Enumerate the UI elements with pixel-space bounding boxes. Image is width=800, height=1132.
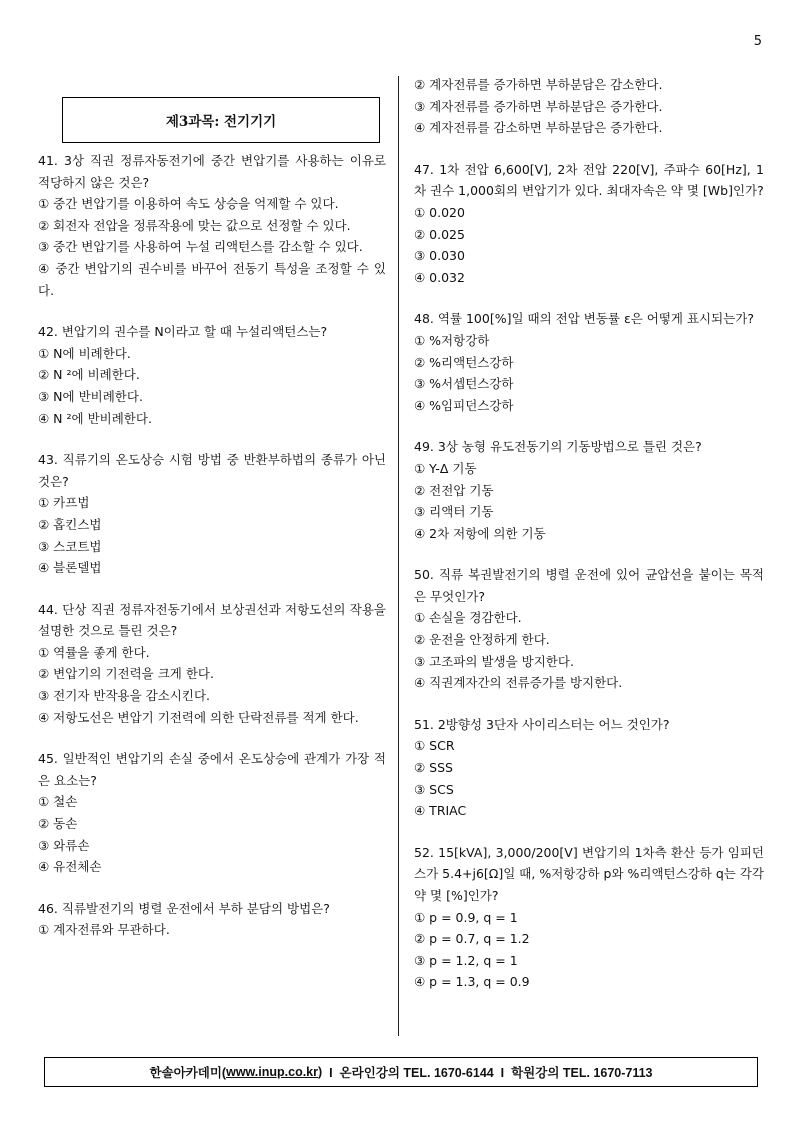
answer-option[interactable]: ③ SCS: [414, 781, 454, 797]
answer-option[interactable]: ① %저항강하: [414, 332, 490, 348]
answer-option[interactable]: ① 중간 변압기를 이용하여 속도 상승을 억제할 수 있다.: [38, 196, 339, 212]
question-stem: 42. 변압기의 권수를 N이라고 할 때 누설리액턴스는?: [38, 324, 328, 340]
subject-title: 제3과목: 전기기기: [165, 114, 277, 130]
answer-option[interactable]: ④ 중간 변압기의 권수비를 바꾸어 전동기 특성을 조정할 수 있다.: [38, 260, 386, 298]
question-item: [414, 714, 764, 822]
question-stem: 45. 일반적인 변압기의 손실 중에서 온도상승에 관계가 가장 적은 요소는?: [38, 751, 386, 788]
answer-option[interactable]: ① 계자전류와 무관하다.: [38, 922, 170, 938]
answer-option[interactable]: ③ 고조파의 발생을 방지한다.: [414, 653, 574, 669]
left-column: [38, 150, 386, 961]
question-item: [38, 599, 386, 729]
answer-option[interactable]: ③ %서셉턴스강하: [414, 376, 514, 392]
answer-option[interactable]: ② 변압기의 기전력을 크게 한다.: [38, 666, 214, 682]
answer-option[interactable]: ② 운전을 안정하게 한다.: [414, 632, 550, 648]
answer-option[interactable]: ④ p = 1.3, q = 0.9: [414, 974, 530, 990]
answer-option[interactable]: ③ 스코트법: [38, 538, 102, 554]
question-stem: 43. 직류기의 온도상승 시험 방법 중 반환부하법의 종류가 아닌 것은?: [38, 452, 386, 489]
footer-url-link[interactable]: www.inup.co.kr: [226, 1065, 319, 1079]
answer-option[interactable]: ② N ²에 비례한다.: [38, 367, 140, 383]
footer-close-paren: ): [318, 1065, 323, 1079]
answer-option[interactable]: ③ 중간 변압기를 사용하여 누설 리액턴스를 감소할 수 있다.: [38, 239, 363, 255]
question-item: [38, 748, 386, 878]
answer-option[interactable]: ① 0.020: [414, 204, 465, 220]
answer-option[interactable]: ④ 0.032: [414, 269, 465, 285]
answer-option[interactable]: ② 계자전류를 증가하면 부하분담은 감소한다.: [414, 77, 663, 92]
footer-academy: 한솔아카데미(: [149, 1066, 227, 1080]
answer-option[interactable]: ② 동손: [38, 816, 78, 832]
answer-option[interactable]: ① 손실을 경감한다.: [414, 610, 522, 626]
question-stem: 49. 3상 농형 유도전동기의 기동방법으로 틀린 것은?: [414, 439, 702, 455]
answer-option[interactable]: ④ %임피던스강하: [414, 397, 514, 413]
answer-option[interactable]: ④ 계자전류를 감소하면 부하분담은 증가한다.: [414, 120, 663, 136]
question-stem: 47. 1차 전압 6,600[V], 2차 전압 220[V], 주파수 60[Hz], 1차 권수 1,000회의 변압기가 있다. 최대자속은 약 몇 [Wb]인가?: [414, 161, 764, 199]
right-column: [414, 74, 764, 1013]
question-item: [414, 308, 764, 416]
answer-option[interactable]: ② 회전자 전압을 정류작용에 맞는 값으로 선정할 수 있다.: [38, 217, 351, 233]
answer-option[interactable]: ③ p = 1.2, q = 1: [414, 952, 518, 968]
answer-option[interactable]: ③ 리액터 기동: [414, 504, 494, 520]
answer-option[interactable]: ② SSS: [414, 760, 453, 776]
question-item: [414, 564, 764, 694]
footer-contact: I 온라인강의 TEL. 1670-6144 I 학원강의 TEL. 1670-7113: [322, 1066, 653, 1080]
answer-option[interactable]: ③ 0.030: [414, 248, 465, 264]
column-divider: [398, 76, 399, 1036]
footer-banner: [44, 1057, 758, 1087]
question-stem: 51. 2방향성 3단자 사이리스터는 어느 것인가?: [414, 716, 670, 732]
question-stem: 46. 직류발전기의 병렬 운전에서 부하 분담의 방법은?: [38, 900, 330, 916]
question-stem: 48. 역률 100[%]일 때의 전압 변동률 ε은 어떻게 표시되는가?: [414, 311, 754, 327]
question-stem: 50. 직류 복권발전기의 병렬 운전에 있어 균압선을 붙이는 목적은 무엇인가?: [414, 567, 764, 604]
question-stem: 41. 3상 직권 정류자동전기에 중간 변압기를 사용하는 이유로 적당하지 않은 것은?: [38, 153, 386, 190]
answer-option[interactable]: ① Y-Δ 기동: [414, 460, 477, 476]
answer-option[interactable]: ④ 블론델법: [38, 560, 102, 576]
subject-title-box: [62, 97, 380, 143]
answer-option[interactable]: ③ 전기자 반작용을 감소시킨다.: [38, 688, 211, 704]
answer-option[interactable]: ④ 직권계자간의 전류증가를 방지한다.: [414, 675, 623, 691]
question-item: [38, 449, 386, 579]
answer-option[interactable]: ③ 계자전류를 증가하면 부하분담은 증가한다.: [414, 98, 663, 114]
answer-option[interactable]: ④ N ²에 반비례한다.: [38, 410, 152, 426]
question-item: [38, 898, 386, 941]
answer-option[interactable]: ② 홉킨스법: [38, 516, 102, 532]
answer-option[interactable]: ② p = 0.7, q = 1.2: [414, 931, 530, 947]
question-stem: 44. 단상 직권 정류자전동기에서 보상권선과 저항도선의 작용을 설명한 것으로 틀린 것은?: [38, 601, 386, 639]
answer-option[interactable]: ① 역률을 좋게 한다.: [38, 644, 150, 660]
question-item: [414, 842, 764, 993]
answer-option[interactable]: ④ 2차 저항에 의한 기동: [414, 525, 546, 541]
answer-option[interactable]: ③ 와류손: [38, 837, 90, 853]
question-item: [38, 321, 386, 429]
answer-option[interactable]: ④ 저항도선은 변압기 기전력에 의한 단락전류를 적게 한다.: [38, 709, 359, 725]
answer-option[interactable]: ② 0.025: [414, 226, 465, 242]
question-item: [38, 150, 386, 301]
question-item: [414, 436, 764, 544]
answer-option[interactable]: ① N에 비례한다.: [38, 345, 131, 361]
answer-option[interactable]: ① p = 0.9, q = 1: [414, 909, 518, 925]
answer-option[interactable]: ② %리액턴스강하: [414, 354, 514, 370]
question-stem: 52. 15[kVA], 3,000/200[V] 변압기의 1차측 환산 등가 임피던스가 5.4+j6[Ω]일 때, %저항강하 p와 %리액턴스강하 q는 각각 약 몇 [%]인가?: [414, 844, 764, 903]
answer-option[interactable]: ① SCR: [414, 738, 455, 754]
question-item: [414, 159, 764, 289]
answer-option[interactable]: ④ TRIAC: [414, 803, 467, 819]
answer-option[interactable]: ① 카프법: [38, 495, 90, 511]
page-number: 5: [753, 34, 762, 49]
answer-option[interactable]: ① 철손: [38, 794, 78, 810]
answer-option[interactable]: ③ N에 반비례한다.: [38, 388, 143, 404]
answer-option[interactable]: ② 전전압 기동: [414, 482, 494, 498]
answer-option[interactable]: ④ 유전체손: [38, 859, 102, 875]
continued-options: [414, 74, 764, 139]
